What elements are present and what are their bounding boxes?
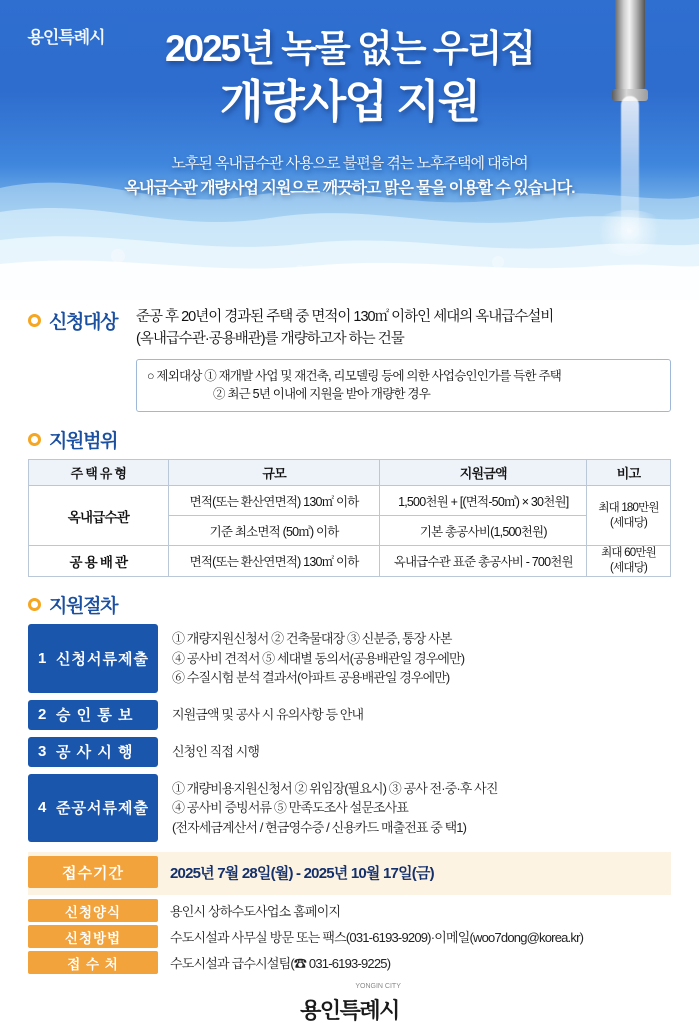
- period-band: [28, 852, 671, 895]
- exclusion-label: ○ 제외대상: [147, 369, 202, 383]
- info-row-form: [28, 899, 671, 922]
- method-value: 수도시설과 사무실 방문 또는 팩스(031-6193-9209)·이메일(woo7dong@korea.kr): [170, 930, 584, 945]
- city-logo-top: 용인특례시: [27, 27, 105, 47]
- exclusion-item-2: ② 최근 5년 이내에 지원을 받아 개량한 경우: [213, 387, 430, 401]
- procedure-step-2: [28, 700, 671, 730]
- procedure-step-3: [28, 737, 671, 767]
- procedure-step-1: [28, 624, 671, 693]
- step-1-tag: [28, 624, 158, 693]
- section-target: [28, 306, 671, 350]
- table-header-row: [29, 460, 671, 486]
- cell-note-1: [587, 486, 671, 546]
- col-note: 비고: [587, 460, 671, 486]
- cell-type-indoor: 옥내급수관: [29, 486, 169, 546]
- step-2-body: [158, 700, 671, 730]
- method-label: 신청방법: [28, 925, 158, 948]
- cell-scale-1: 면적(또는 환산연면적) 130㎡ 이하: [168, 486, 380, 516]
- procedure-steps: [28, 624, 671, 842]
- city-logo-footer-text: 용인특례시: [300, 997, 399, 1023]
- step-1-line-3: ⑥ 수질시험 분석 결과서(아파트 공용배관일 경우에만): [172, 670, 450, 685]
- water-splash-icon: [589, 210, 669, 256]
- hero-banner: [0, 0, 699, 300]
- poster-subtitle: [0, 152, 699, 202]
- poster-content: [0, 306, 699, 1032]
- cell-amount-2: 기본 총공사비(1,500천원): [380, 516, 587, 546]
- exclusion-row1: [147, 367, 660, 385]
- city-logo-footer-mark: YONGIN CITY: [355, 982, 401, 990]
- step-4-label: 준공서류제출: [56, 800, 149, 818]
- form-value: 용인시 상하수도사업소 홈페이지: [170, 904, 341, 919]
- ring-bullet-icon: [28, 598, 41, 611]
- ring-bullet-icon: [28, 433, 41, 446]
- period-label: 접수기간: [28, 856, 158, 888]
- table-row: [29, 546, 671, 577]
- cell-note-2-line2: (세대당): [610, 562, 648, 574]
- step-2-line-1: 지원금액 및 공사 시 유의사항 등 안내: [172, 706, 364, 722]
- info-row-period: [28, 856, 671, 888]
- step-4-number: 4: [38, 799, 46, 817]
- form-label: 신청양식: [28, 899, 158, 922]
- period-value: 2025년 7월 28일(월) - 2025년 10월 17일(금): [170, 864, 434, 882]
- section-target-heading: [28, 306, 136, 334]
- step-3-label: 공 사 시 행: [56, 744, 134, 761]
- info-row-contact: [28, 951, 671, 974]
- step-1-label: 신청서류제출: [56, 650, 149, 668]
- step-2-tag: [28, 700, 158, 730]
- cell-note-2-line1: 최대 60만원: [601, 547, 656, 559]
- poster-title-line2: 개량사업 지원: [219, 76, 480, 127]
- section-procedure-heading: [28, 591, 671, 618]
- step-4-line-1: ① 개량비용지원신청서 ② 위임장(필요시) ③ 공사 전·중·후 사진: [172, 780, 498, 796]
- section-target-line1: 준공 후 20년이 경과된 주택 중 면적이 130㎡ 이하인 세대의 옥내급수설비: [136, 309, 554, 325]
- step-2-number: 2: [38, 706, 46, 723]
- poster-subtitle-line1: 노후된 옥내급수관 사용으로 불편을 겪는 노후주택에 대하여: [171, 155, 528, 172]
- info-row-method: [28, 925, 671, 948]
- cell-type-common: 공 용 배 관: [29, 546, 169, 577]
- poster-title-line1: 2025년 녹물 없는 우리집: [164, 28, 535, 69]
- cell-scale-2: 기준 최소면적 (50㎡) 이하: [168, 516, 380, 546]
- step-1-body: [158, 624, 671, 693]
- support-range-table: [28, 459, 671, 577]
- table-row: [29, 486, 671, 516]
- step-2-label: 승 인 통 보: [56, 707, 134, 724]
- section-target-line2: (옥내급수관·공용배관)를 개량하고자 하는 건물: [136, 331, 404, 347]
- step-3-number: 3: [38, 743, 46, 760]
- section-range-title: 지원범위: [49, 431, 118, 452]
- step-1-line-2: ④ 공사비 견적서 ⑤ 세대별 동의서(공용배관일 경우에만): [172, 650, 465, 666]
- cell-note-2: [587, 546, 671, 577]
- section-procedure-title: 지원절차: [49, 596, 118, 617]
- col-type: 주 택 유 형: [29, 460, 169, 486]
- contact-label: 접 수 처: [28, 951, 158, 974]
- cell-scale-3: 면적(또는 환산연면적) 130㎡ 이하: [168, 546, 380, 577]
- cell-note-1-line1: 최대 180만원: [598, 501, 659, 514]
- cell-amount-3: 옥내급수관 표준 총공사비 - 700천원: [380, 546, 587, 577]
- step-4-line-3: (전자세금계산서 / 현금영수증 / 신용카드 매출전표 중 택1): [172, 819, 467, 835]
- col-scale: 규모: [168, 460, 380, 486]
- step-3-body: [158, 737, 671, 767]
- application-info: [28, 852, 671, 974]
- step-1-number: 1: [38, 649, 46, 667]
- step-3-tag: [28, 737, 158, 767]
- step-4-line-2: ④ 공사비 증빙서류 ⑤ 만족도조사 설문조사표: [172, 800, 408, 815]
- cell-note-1-line2: (세대당): [610, 516, 648, 529]
- step-3-line-1: 신청인 직접 시행: [172, 743, 260, 759]
- poster-subtitle-line2: 옥내급수관 개량사업 지원으로 깨끗하고 맑은 물을 이용할 수 있습니다.: [124, 180, 575, 197]
- exclusion-box: [136, 359, 671, 412]
- poster-title: [0, 26, 699, 130]
- step-1-line-1: ① 개량지원신청서 ② 건축물대장 ③ 신분증, 통장 사본: [172, 631, 452, 646]
- contact-value: 수도시설과 급수시설팀(☎ 031-6193-9225): [170, 956, 391, 971]
- ring-bullet-icon: [28, 314, 41, 327]
- cell-amount-1: 1,500천원 + [(면적-50㎡) × 30천원]: [380, 486, 587, 516]
- step-4-body: [158, 774, 671, 843]
- section-target-title: 신청대상: [49, 312, 118, 333]
- section-target-body: [136, 306, 553, 350]
- exclusion-item-1: ① 재개발 사업 및 재건축, 리모델링 등에 의한 사업승인인가를 득한 주택: [204, 369, 562, 383]
- city-logo-footer: [300, 982, 401, 1025]
- footer: [28, 982, 671, 1032]
- procedure-step-4: [28, 774, 671, 843]
- step-4-tag: [28, 774, 158, 843]
- col-amount: 지원금액: [380, 460, 587, 486]
- section-range-heading: [28, 426, 671, 453]
